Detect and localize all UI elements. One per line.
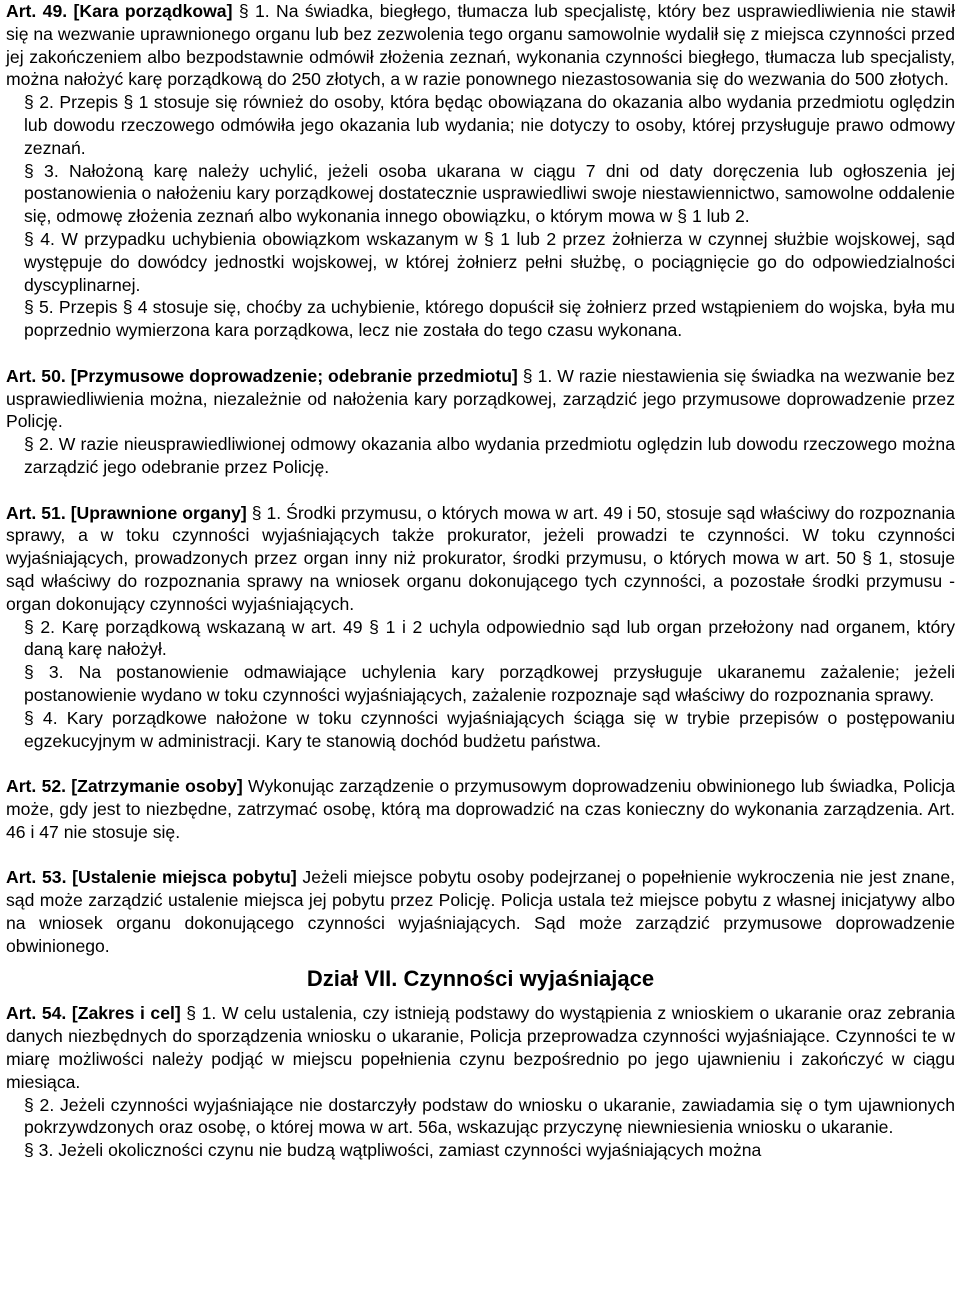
art53-par1 [6, 866, 955, 957]
art52-par1-text: Wykonując zarządzenie o przymusowym doprowadzeniu obwinionego lub świadka, Policja może, gdy jest to niezbędne, zatrzymać osobę, którą ma doprowadzić na czas konieczny do wykonania zarządzenia. Art. 46 i 47 nie stosuje się. [6, 776, 955, 842]
art54-par1-text: § 1. W celu ustalenia, czy istnieją podstawy do wystąpienia z wnioskiem o ukaranie oraz zebrania danych niezbędnych do sporządzenia wniosku o ukaranie, Policja przeprowadza czynności wyjaśniające. Czynności te w miarę możliwości należy podjąć w miejscu popełnienia czynu bezpośrednio po jego ujawnieniu i zakończyć w ciągu miesiąca. [6, 1003, 955, 1092]
art51-par4: § 4. Kary porządkowe nałożone w toku czynności wyjaśniających ściąga się w trybie przepisów o postępowaniu egzekucyjnym w administracji. Kary te stanowią dochód budżetu państwa. [24, 707, 955, 751]
art50-title: [Przymusowe doprowadzenie; odebranie przedmiotu] [70, 365, 518, 386]
art51-par1-text: § 1. Środki przymusu, o których mowa w art. 49 i 50, stosuje sąd właściwy do rozpoznania sprawy, a w toku czynności wyjaśniających także prokurator, jeżeli prowadzi te czynności. W toku czynności wyjaśniających, prowadzonych przez organ inny niż prokurator, środki przymusu, o których mowa w art. 50 § 1, stosuje sąd właściwy do rozpoznania sprawy na wniosek organu dokonującego tych czynności, a pozostałe środki przymusu - organ dokonujący czynności wyjaśniających. [6, 502, 956, 614]
art49-title: [Kara porządkowa] [73, 1, 233, 21]
art54-par1 [6, 1002, 955, 1093]
art49-par5: § 5. Przepis § 4 stosuje się, choćby za uchybienie, którego dopuścił się żołnierz przed wstąpieniem do wojska, była mu poprzednio wymierzona kara porządkowa, lecz nie została do tego czasu wykonana. [24, 297, 955, 341]
art53-par1-text: Jeżeli miejsce pobytu osoby podejrzanej o popełnienie wykroczenia nie jest znane, sąd może zarządzić ustalenie miejsca jej pobytu przez Policję. Policja ustala też miejsce pobytu z własnej inicjatywy albo na wniosek organu dokonującego czynności wyjaśniających. Sąd może zarządzić przymusowe doprowadzenie obwinionego. [6, 867, 955, 956]
spacer [6, 752, 955, 775]
art50-par1-text: § 1. W razie niestawienia się świadka na wezwanie bez usprawiedliwienia można, niezależnie od nałożenia kary porządkowej, zarządzić jego przymusowe doprowadzenie przez Policję. [6, 365, 955, 432]
art49-par2: § 2. Przepis § 1 stosuje się również do osoby, która będąc obowiązana do okazania albo wydania przedmiotu oględzin lub dowodu rzeczowego odmówiła jego okazania lub wydania; nie dotyczy to osoby, której przysługuje prawo odmowy zeznań. [24, 92, 955, 158]
art49-par3: § 3. Nałożoną karę należy uchylić, jeżeli osoba ukarana w ciągu 7 dni od daty doręczenia lub ogłoszenia jej postanowienia o nałożeniu kary porządkowej dostatecznie usprawiedliwi swoje niestawiennictwo, samowolne oddalenie się, odmowę złożenia zeznań albo wykonania innego obowiązku, o którym mowa w § 1 lub 2. [24, 160, 955, 227]
art51-par3: § 3. Na postanowienie odmawiające uchylenia kary porządkowej przysługuje ukaranemu zażalenie; jeżeli postanowienie wydano w toku czynności wyjaśniających, zażalenie rozpoznaje sąd właściwy do rozpoznania sprawy. [24, 662, 955, 705]
art49-number: Art. 49. [6, 1, 68, 21]
art49-par4: § 4. W przypadku uchybienia obowiązkom wskazanym w § 1 lub 2 przez żołnierza w czynnej służbie wojskowej, sąd występuje do dowódcy jednostki wojskowej, w której żołnierz pełni służbę, o pociągnięcie go do odpowiedzialności dyscyplinarnej. [24, 228, 955, 295]
section-heading: Dział VII. Czynności wyjaśniające [306, 966, 655, 992]
art54-par2: § 2. Jeżeli czynności wyjaśniające nie dostarczyły podstaw do wniosku o ukaranie, zawiadamia się o tym ujawnionych pokrzywdzonych oraz osobę, o której mowa w art. 56a, wskazując przyczynę niewniesienia wniosku o ukaranie. [24, 1094, 955, 1138]
art50-par2: § 2. W razie nieusprawiedliwionej odmowy okazania albo wydania przedmiotu oględzin lub dowodu rzeczowego można zarządzić jego odebranie przez Policję. [24, 434, 955, 477]
art52-par1 [6, 775, 955, 843]
art54-par3: § 3. Jeżeli okoliczności czynu nie budzą wątpliwości, zamiast czynności wyjaśniających można [24, 1140, 762, 1161]
art54-number: Art. 54. [6, 1003, 67, 1024]
art49-par1-text: § 1. Na świadka, biegłego, tłumacza lub specjalistę, który bez usprawiedliwienia nie stawił się na wezwanie uprawnionego organu lub bez zezwolenia tego organu samowolnie wydalił się z miejsca czynności przed jej zakończeniem albo bezpodstawnie odmówił złożenia zeznań, wykonania czynności biegłego, tłumacza lub specjalisty, można nałożyć karę porządkową do 250 złotych, a w razie ponownego niezastosowania się do wezwania do 500 złotych. [6, 1, 955, 90]
art51-title: [Uprawnione organy] [70, 502, 247, 523]
art51-par2: § 2. Karę porządkową wskazaną w art. 49 § 1 i 2 uchyla odpowiednio sąd lub organ przełożony nad organem, który daną karę nałożył. [24, 616, 955, 660]
art51-number: Art. 51. [6, 502, 66, 523]
art51-par1 [6, 502, 955, 616]
art50-number: Art. 50. [6, 365, 66, 386]
spacer [6, 342, 955, 365]
art53-title: [Ustalenie miejsca pobytu] [72, 867, 297, 888]
spacer [6, 479, 955, 502]
art50-par1 [6, 365, 955, 433]
art52-title: [Zatrzymanie osoby] [71, 776, 243, 797]
art49-par1 [6, 0, 955, 91]
art54-title: [Zakres i cel] [71, 1003, 181, 1024]
art53-number: Art. 53. [6, 867, 67, 888]
art52-number: Art. 52. [6, 776, 67, 797]
spacer [6, 843, 955, 866]
